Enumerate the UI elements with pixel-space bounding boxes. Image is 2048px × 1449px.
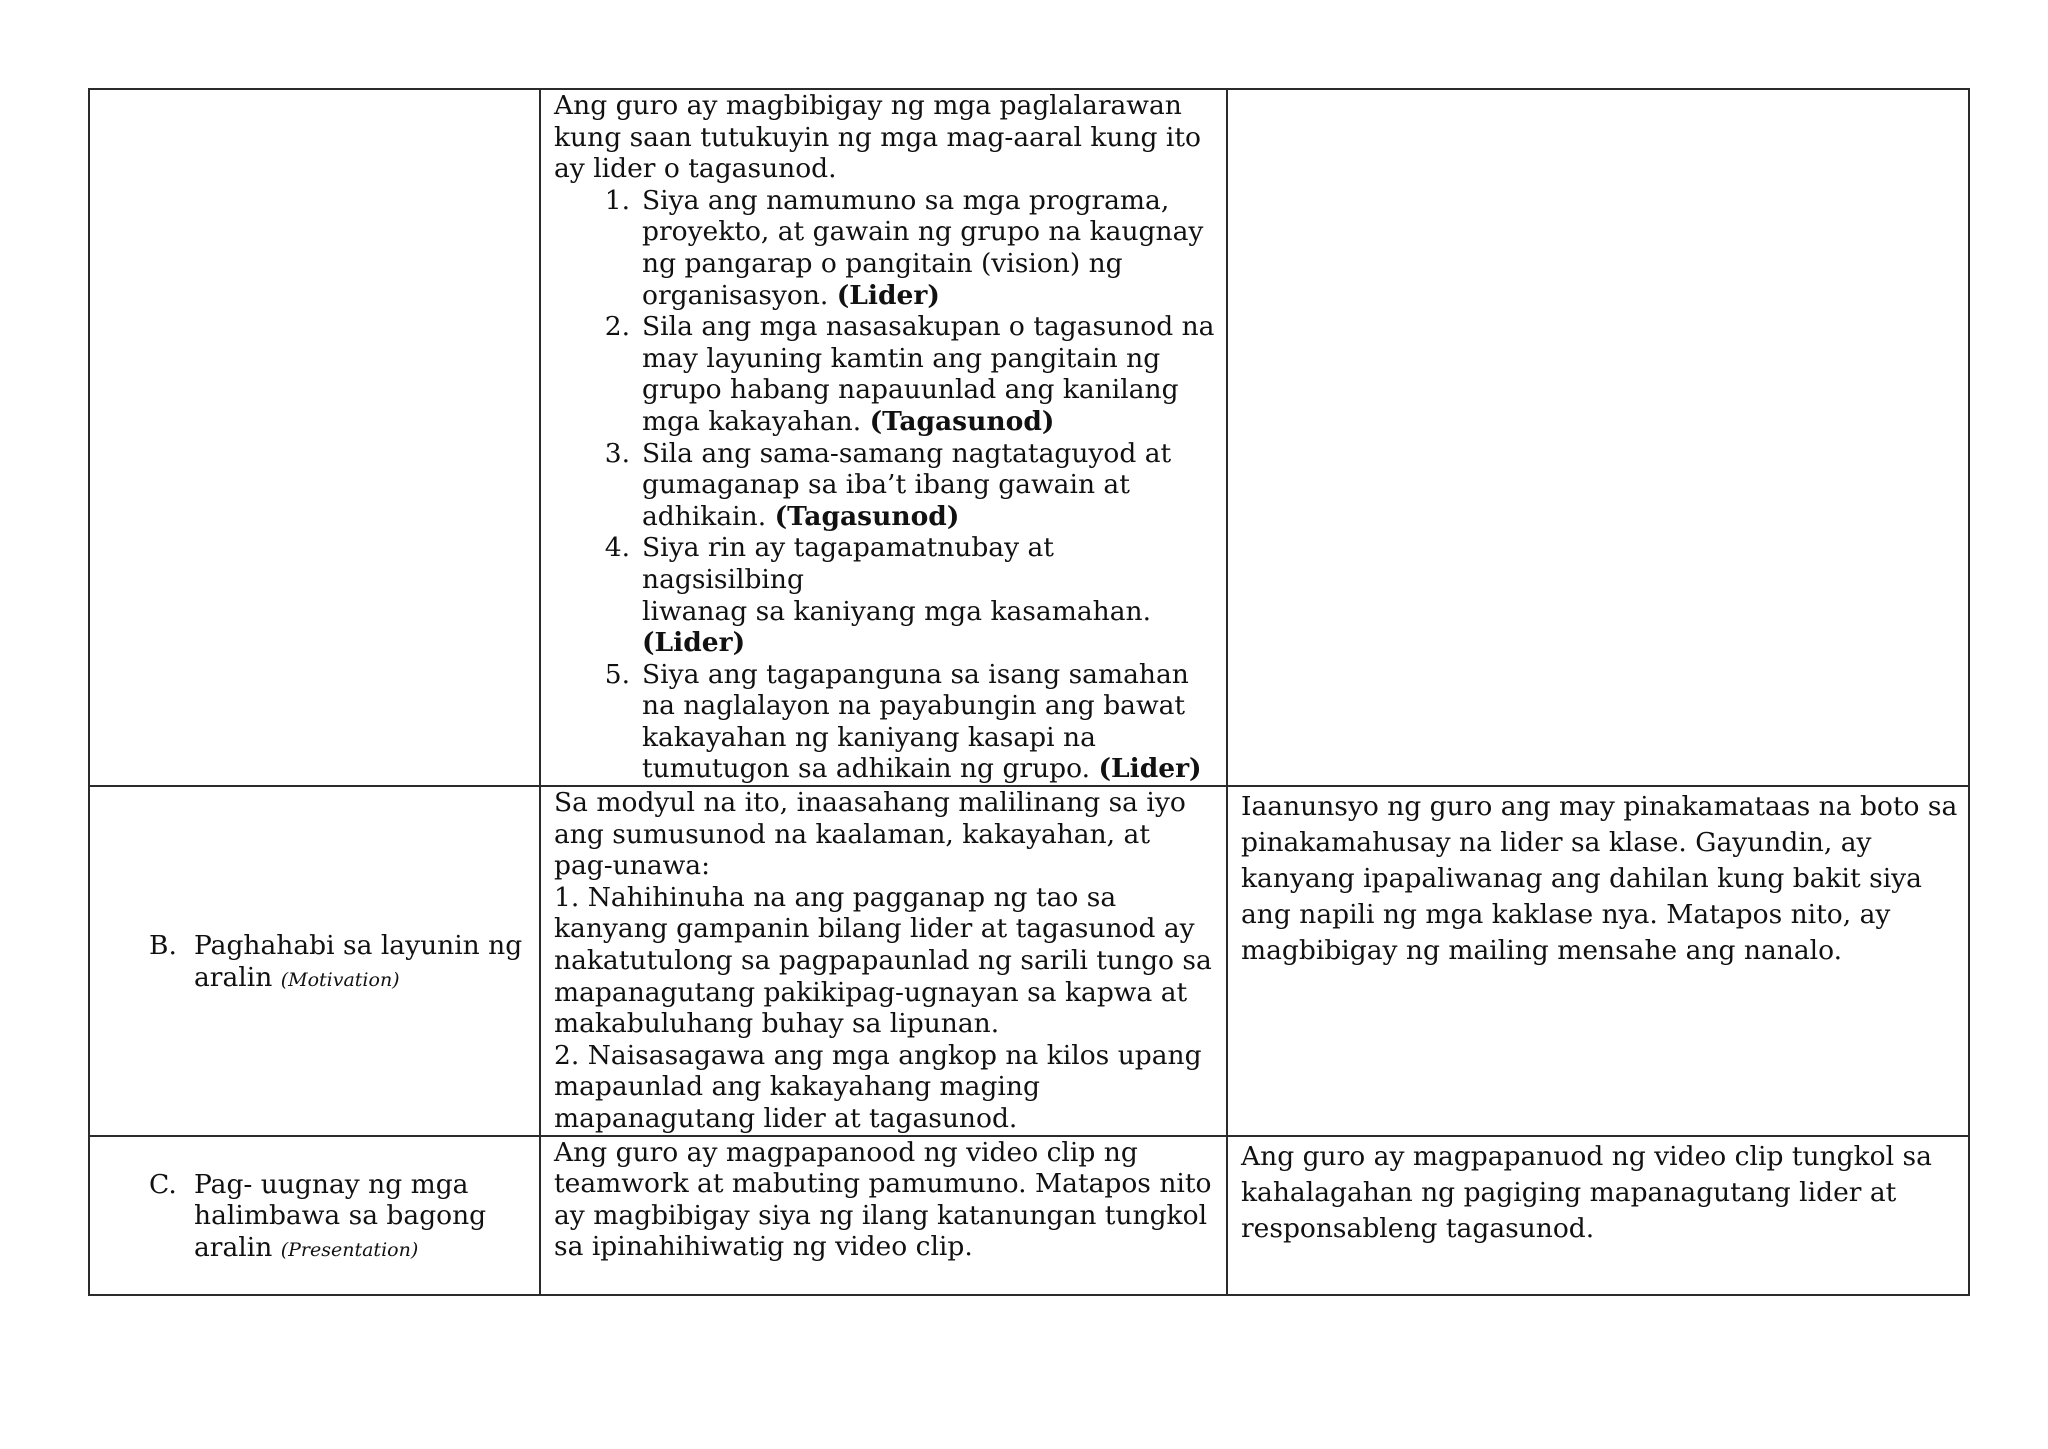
- lesson-plan-table: [88, 88, 1970, 1296]
- list-item: 4. Siya rin ay tagapamatnubay at nagsisilbing liwanag sa kaniyang mga kasamahan. (Lider): [604, 532, 1151, 659]
- table-row: [89, 89, 1969, 786]
- answer-label: (Lider): [1098, 753, 1202, 785]
- section-label-motivation: B. Paghahabi sa layunin ng aralin (Motivation): [149, 930, 523, 993]
- objectives-cell: [540, 786, 1227, 1136]
- table-row: [89, 786, 1969, 1136]
- teacher-activity-cell: [1227, 786, 1969, 1136]
- teacher-notes-cell-empty: [1227, 89, 1969, 786]
- answer-label: (Lider): [642, 627, 746, 659]
- activity-intro: Ang guro ay magbibigay ng mga paglalarawan kung saan tutukuyin ng mga mag-aaral kung ito ay lider o tagasunod.: [554, 90, 1201, 185]
- list-item: 1. Siya ang namumuno sa mga programa, proyekto, at gawain ng grupo na kaugnay ng pangarap o pangitain (vision) ng organisasyon. (Lider): [604, 184, 1204, 311]
- teacher-presentation-text: Ang guro ay magpapanuod ng video clip tungkol sa kahalagahan ng pagiging mapanagutang lider at responsableng tagasunod.: [1241, 1140, 1932, 1244]
- list-item: 2. Sila ang mga nasasakupan o tagasunod na may layuning kamtin ang pangitain ng grupo habang napauunlad ang kanilang mga kakayahan. (Tagasunod): [604, 311, 1215, 437]
- list-item: 3. Sila ang sama-samang nagtataguyod at gumaganap sa iba’t ibang gawain at adhikain. (Tagasunod): [604, 437, 1172, 532]
- row-label-cell: [89, 1136, 540, 1295]
- row-label-cell: [89, 786, 540, 1136]
- row-label-cell-empty: [89, 89, 540, 786]
- teacher-activity-text: Iaanunsyo ng guro ang may pinakamataas na boto sa pinakamahusay na lider sa klase. Gayundin, ay kanyang ipapaliwanag ang dahilan kung bakit siya ang napili ng mga kaklase nya. Matapos nito, ay magbibigay ng mailing mensahe ang nanalo.: [1241, 791, 1958, 967]
- teacher-presentation-cell: [1227, 1136, 1969, 1295]
- answer-label: (Tagasunod): [774, 500, 960, 532]
- presentation-cell: [540, 1136, 1227, 1295]
- activity-description-cell: [540, 89, 1227, 786]
- description-list: [554, 185, 1216, 785]
- answer-label: (Lider): [836, 279, 940, 311]
- list-item: 5. Siya ang tagapanguna sa isang samahan na naglalayon na payabungin ang bawat kakayahan ng kaniyang kasapi na tumutugon sa adhikain ng grupo. (Lider): [604, 658, 1202, 785]
- objectives-text: Sa modyul na ito, inaasahang malilinang sa iyo ang sumusunod na kaalaman, kakayahan, at pag-unawa: 1. Nahihinuha na ang pagganap ng tao sa kanyang gampanin bilang lider at tagasunod ay nakatutulong sa pagpapaunlad ng sarili tungo sa mapanagutang pakikipag-ugnayan sa kapwa at makabuluhang buhay sa lipunan. 2. Naisasagawa ang mga angkop na kilos upang mapaunlad ang kakayahang maging mapanagutang lider at tagasunod.: [554, 787, 1212, 1134]
- answer-label: (Tagasunod): [869, 405, 1055, 437]
- section-label-presentation: C. Pag- uugnay ng mga halimbawa sa bagong aralin (Presentation): [149, 1168, 487, 1263]
- presentation-text: Ang guro ay magpapanood ng video clip ng teamwork at mabuting pamumuno. Matapos nito ay magbibigay siya ng ilang katanungan tungkol sa ipinahihiwatig ng video clip.: [554, 1136, 1212, 1263]
- table-row: [89, 1136, 1969, 1295]
